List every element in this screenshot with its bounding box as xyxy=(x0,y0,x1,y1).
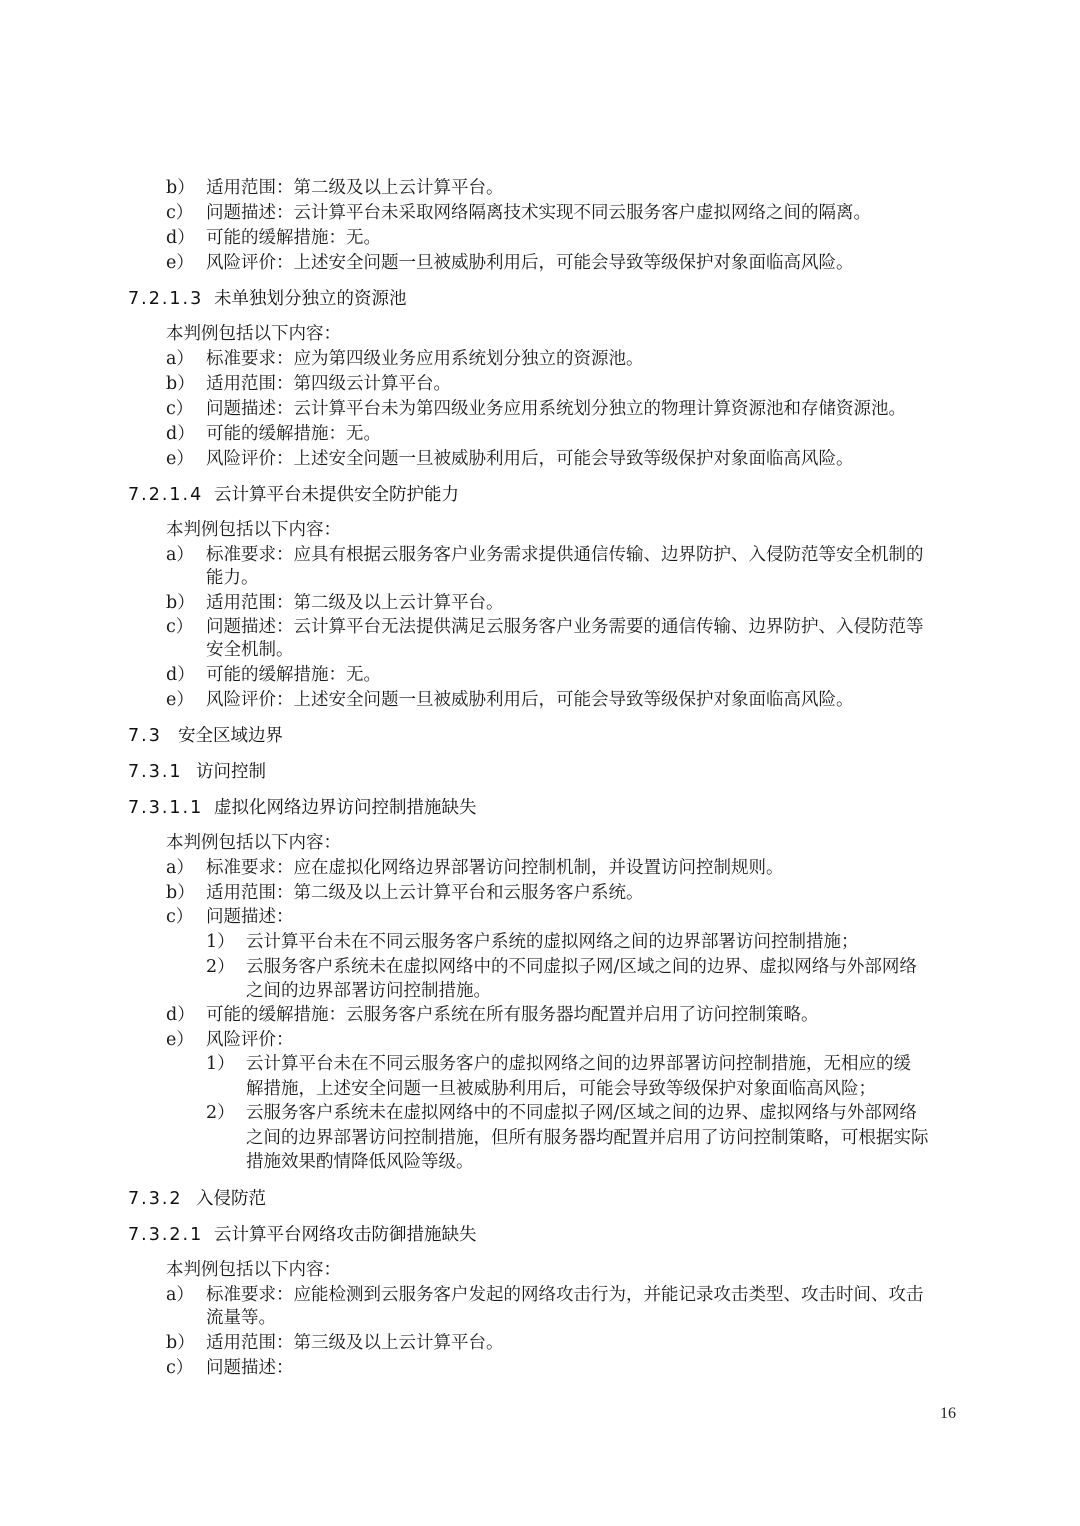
section-number: 7.2.1.4 xyxy=(128,485,204,505)
list-item: 适用范围：第二级及以上云计算平台。 xyxy=(206,178,504,198)
list-label: b） xyxy=(166,883,195,903)
page-number: 16 xyxy=(940,1405,956,1422)
section-intro: 本判例包括以下内容： xyxy=(166,833,341,853)
list-item: 问题描述：云计算平台未为第四级业务应用系统划分独立的物理计算资源池和存储资源池。 xyxy=(206,399,906,419)
sublist-label: 2） xyxy=(206,957,235,977)
list-label: a） xyxy=(166,858,194,878)
list-item: 适用范围：第四级云计算平台。 xyxy=(206,374,451,394)
list-item: 风险评价：上述安全问题一旦被威胁利用后，可能会导致等级保护对象面临高风险。 xyxy=(206,690,854,710)
sublist-item-continuation: 措施效果酌情降低风险等级。 xyxy=(246,1152,474,1172)
list-item-continuation: 能力。 xyxy=(206,568,259,588)
list-item: 问题描述： xyxy=(206,907,294,927)
section-number: 7.3.2.1 xyxy=(128,1225,204,1245)
section-title: 未单独划分独立的资源池 xyxy=(214,289,407,309)
list-item: 问题描述：云计算平台无法提供满足云服务客户业务需要的通信传输、边界防护、入侵防范等 xyxy=(206,617,924,637)
list-item: 问题描述：云计算平台未采取网络隔离技术实现不同云服务客户虚拟网络之间的隔离。 xyxy=(206,203,871,223)
list-label: d） xyxy=(166,228,195,248)
list-label: c） xyxy=(166,203,194,223)
list-label: e） xyxy=(166,690,194,710)
sublist-item: 云计算平台未在不同云服务客户系统的虚拟网络之间的边界部署访问控制措施； xyxy=(246,932,859,952)
section-title: 云计算平台未提供安全防护能力 xyxy=(214,485,459,505)
section-title: 虚拟化网络边界访问控制措施缺失 xyxy=(214,798,477,818)
section-number: 7.2.1.3 xyxy=(128,289,204,309)
sublist-item-continuation: 之间的边界部署访问控制措施，但所有服务器均配置并启用了访问控制策略，可根据实际 xyxy=(246,1128,929,1148)
section-number: 7.3.2 xyxy=(128,1189,183,1209)
list-item: 风险评价： xyxy=(206,1030,294,1050)
sublist-label: 2） xyxy=(206,1103,235,1123)
sublist-label: 1） xyxy=(206,932,235,952)
sublist-item: 云计算平台未在不同云服务客户的虚拟网络之间的边界部署访问控制措施，无相应的缓 xyxy=(246,1054,911,1074)
list-item: 风险评价：上述安全问题一旦被威胁利用后，可能会导致等级保护对象面临高风险。 xyxy=(206,449,854,469)
list-label: c） xyxy=(166,399,194,419)
list-item: 标准要求：应在虚拟化网络边界部署访问控制机制，并设置访问控制规则。 xyxy=(206,858,784,878)
list-label: b） xyxy=(166,178,195,198)
list-item: 风险评价：上述安全问题一旦被威胁利用后，可能会导致等级保护对象面临高风险。 xyxy=(206,253,854,273)
list-label: e） xyxy=(166,253,194,273)
section-intro: 本判例包括以下内容： xyxy=(166,1260,341,1280)
list-label: c） xyxy=(166,907,194,927)
section-number: 7.3 xyxy=(128,726,162,746)
sublist-item: 云服务客户系统未在虚拟网络中的不同虚拟子网/区域之间的边界、虚拟网络与外部网络 xyxy=(246,1103,917,1123)
list-item: 可能的缓解措施：无。 xyxy=(206,228,381,248)
list-label: b） xyxy=(166,1333,195,1353)
sublist-item-continuation: 之间的边界部署访问控制措施。 xyxy=(246,981,491,1001)
sublist-label: 1） xyxy=(206,1054,235,1074)
list-item: 标准要求：应为第四级业务应用系统划分独立的资源池。 xyxy=(206,349,644,369)
list-label: e） xyxy=(166,1030,194,1050)
section-title: 云计算平台网络攻击防御措施缺失 xyxy=(214,1225,477,1245)
section-number: 7.3.1.1 xyxy=(128,798,204,818)
section-title: 访问控制 xyxy=(196,762,266,782)
list-item: 问题描述： xyxy=(206,1358,294,1378)
list-label: a） xyxy=(166,545,194,565)
list-label: a） xyxy=(166,349,194,369)
list-item: 可能的缓解措施：无。 xyxy=(206,665,381,685)
list-label: d） xyxy=(166,424,195,444)
sublist-item: 云服务客户系统未在虚拟网络中的不同虚拟子网/区域之间的边界、虚拟网络与外部网络 xyxy=(246,957,917,977)
section-title: 安全区域边界 xyxy=(178,726,283,746)
list-label: a） xyxy=(166,1285,194,1305)
list-item: 标准要求：应能检测到云服务客户发起的网络攻击行为，并能记录攻击类型、攻击时间、攻击 xyxy=(206,1285,924,1305)
section-intro: 本判例包括以下内容： xyxy=(166,520,341,540)
list-label: c） xyxy=(166,1358,194,1378)
list-item: 适用范围：第二级及以上云计算平台和云服务客户系统。 xyxy=(206,883,644,903)
list-item: 可能的缓解措施：云服务客户系统在所有服务器均配置并启用了访问控制策略。 xyxy=(206,1005,819,1025)
sublist-item-continuation: 解措施，上述安全问题一旦被威胁利用后，可能会导致等级保护对象面临高风险； xyxy=(246,1079,876,1099)
list-item: 标准要求：应具有根据云服务客户业务需求提供通信传输、边界防护、入侵防范等安全机制的 xyxy=(206,545,924,565)
section-intro: 本判例包括以下内容： xyxy=(166,324,341,344)
list-item-continuation: 安全机制。 xyxy=(206,640,294,660)
list-label: b） xyxy=(166,374,195,394)
list-item: 适用范围：第三级及以上云计算平台。 xyxy=(206,1333,504,1353)
list-label: d） xyxy=(166,1005,195,1025)
section-number: 7.3.1 xyxy=(128,762,183,782)
list-item: 适用范围：第二级及以上云计算平台。 xyxy=(206,593,504,613)
list-label: b） xyxy=(166,593,195,613)
section-title: 入侵防范 xyxy=(196,1189,266,1209)
list-label: c） xyxy=(166,617,194,637)
list-label: e） xyxy=(166,449,194,469)
list-item-continuation: 流量等。 xyxy=(206,1308,276,1328)
list-label: d） xyxy=(166,665,195,685)
list-item: 可能的缓解措施：无。 xyxy=(206,424,381,444)
